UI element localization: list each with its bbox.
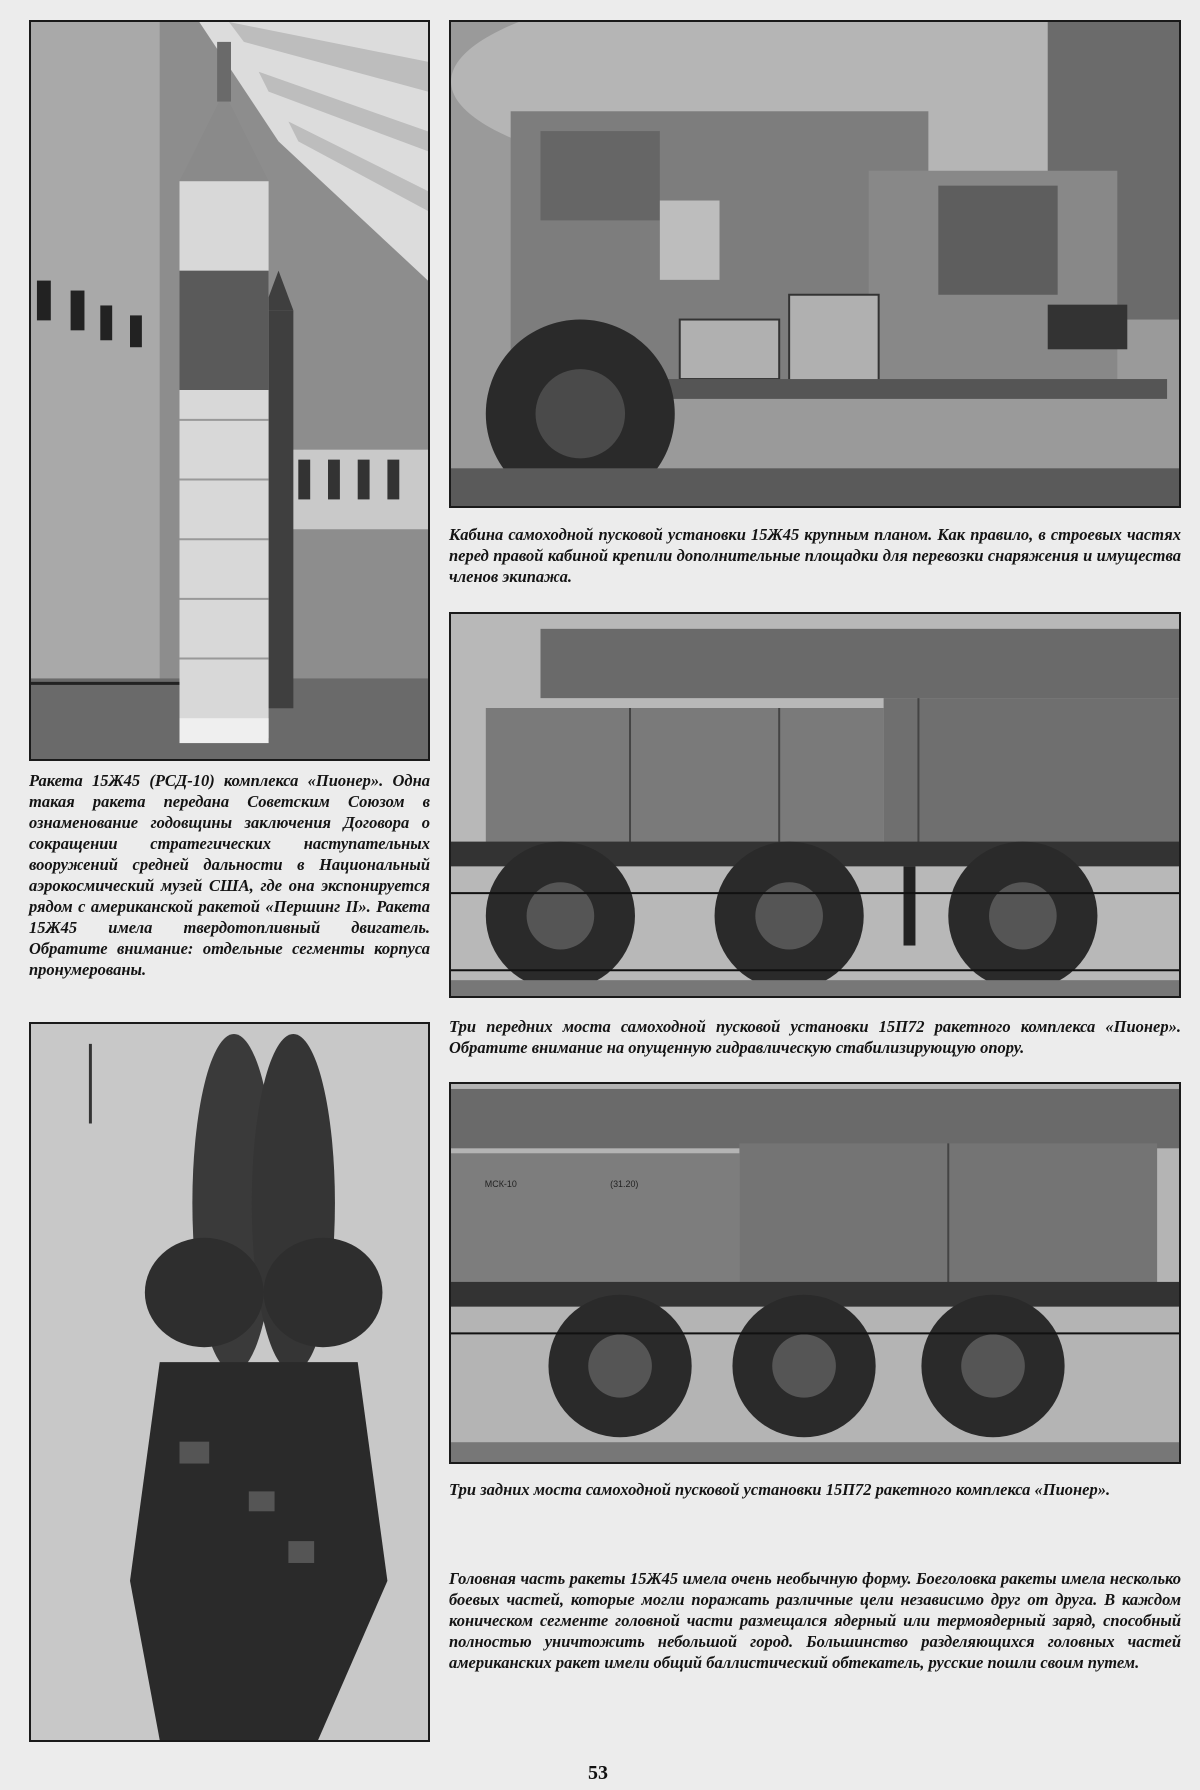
launcher-cab-photo (449, 20, 1181, 508)
front-axles-image (451, 614, 1179, 996)
launcher-cab-image (451, 22, 1179, 506)
rear-axles-caption: Три задних моста самоходной пусковой установки 15П72 ракетного комплекса «Пионер». (449, 1480, 1111, 1499)
rocket-caption: Ракета 15Ж45 (РСД-10) комплекса «Пионер». Одна такая ракета передана Советским Союзом в ознаменование годовщины заключения Договора о сокращении стратегических наступательных вооружений средней дальности в Национальный аэрокосмический музей США, где она экспонируется рядом с американской ракетой «Першинг II». Ракета 15Ж45 имела твердотопливный двигатель. Обратите внимание: отдельные сегменты корпуса пронумерованы. (29, 771, 430, 979)
warhead-image (31, 1024, 428, 1740)
plate-right-label: (31.20) (610, 1178, 639, 1189)
rear-axles-image (451, 1084, 1179, 1462)
front-axles-caption: Три передних моста самоходной пусковой установки 15П72 ракетного комплекса «Пионер». Обратите внимание на опущенную гидравлическую стабилизирующую опору. (449, 1017, 1181, 1057)
front-axles-photo (449, 612, 1181, 998)
museum-rocket-photo (29, 20, 430, 761)
warhead-caption: Головная часть ракеты 15Ж45 имела очень необычную форму. Боеголовка ракеты имела несколько боевых частей, которые могли поражать различные цели независимо друг от друга. В каждом коническом сегменте головной части размещался ядерный или термоядерный заряд, способный полностью уничтожить небольшой город. Большинство разделяющихся головных частей американских ракет имели общий баллистический обтекатель, русские пошли своим путем. (449, 1569, 1181, 1672)
plate-left-label: МСК-10 (484, 1178, 517, 1189)
warhead-photo (29, 1022, 430, 1742)
museum-rocket-image (31, 22, 428, 759)
rear-axles-photo (449, 1082, 1181, 1464)
cab-caption: Кабина самоходной пусковой установки 15Ж45 крупным планом. Как правило, в строевых частях перед правой кабиной крепили дополнительные площадки для перевозки снаряжения и имущества членов экипажа. (449, 525, 1181, 586)
page-number: 53 (588, 1762, 608, 1784)
